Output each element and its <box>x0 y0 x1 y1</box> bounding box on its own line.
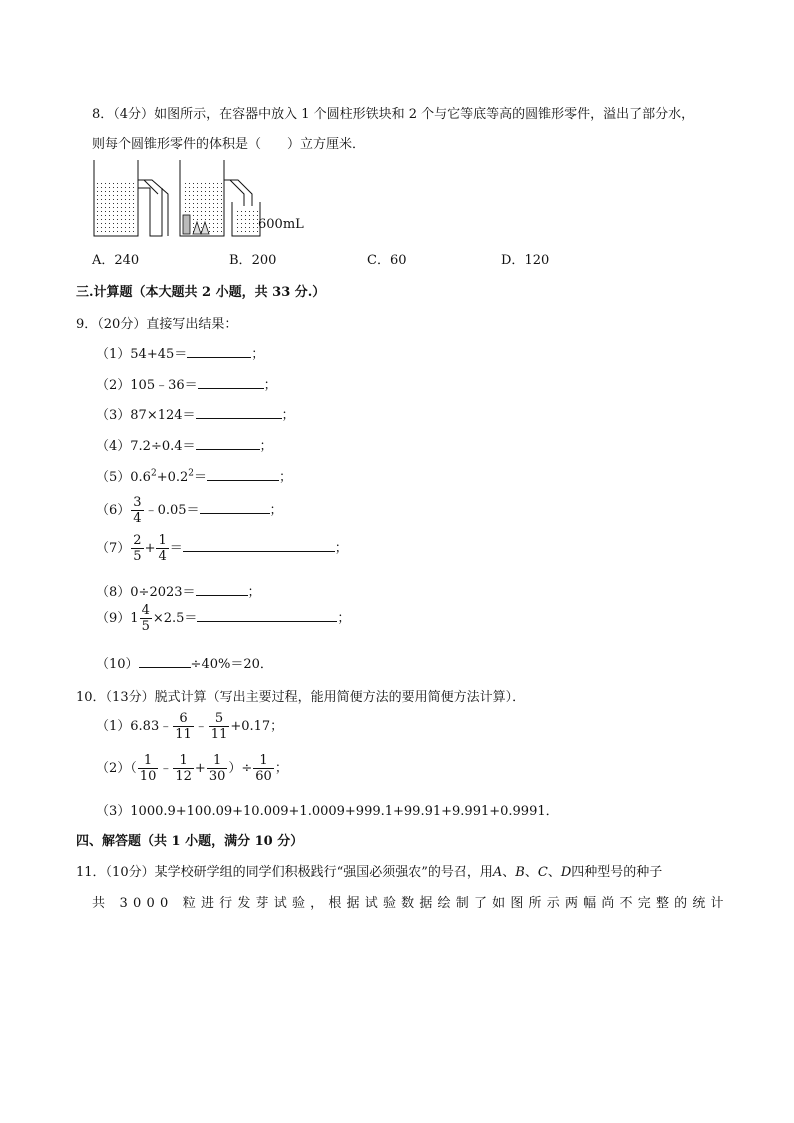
fraction: $\frac{3}{4}$ <box>133 495 142 526</box>
q11-line1: 11．（10分）某学校研学组的同学们积极践行“强国必须强农”的号召，用A、B、C、D四种型号的种子 <box>76 865 663 880</box>
cylinder-icon <box>183 215 190 234</box>
q8-option-c: C．60 <box>367 253 407 268</box>
fraction: $\frac{1}{12}$ <box>175 753 192 784</box>
q9-item-1: （1）54+45＝ ； <box>96 343 264 362</box>
q9-item-2: （2）105﹣36＝ ； <box>96 374 277 393</box>
q8-text-line1: 如图所示，在容器中放入 1 个圆柱形铁块和 2 个与它等底等高的圆锥形零件，溢出了部分水， <box>154 107 695 122</box>
fraction: $\frac{2}{5}$ <box>133 533 142 564</box>
q8-option-d: D．120 <box>501 253 550 268</box>
q9-item-8: （8）0÷2023＝ ； <box>96 581 261 600</box>
q8-option-a: A．240 <box>92 253 140 268</box>
water-dots-1 <box>96 182 136 234</box>
fraction: $\frac{1}{60}$ <box>255 753 272 784</box>
q9-stem: 9．（20分）直接写出结果： <box>76 317 238 332</box>
fraction: $\frac{4}{5}$ <box>141 603 150 634</box>
q10-stem: 10．（13分）脱式计算（写出主要过程，能用简便方法的要用简便方法计算）． <box>76 690 526 705</box>
section3-title: 三.计算题（本大题共 2 小题，共 33 分.） <box>76 285 326 300</box>
q8-number: 8． <box>92 107 114 122</box>
q8-option-b: B．200 <box>229 253 277 268</box>
q10-item-1: （1）6.83﹣ $\frac{6}{11}$ ﹣ $\frac{5}{11}$ +0.17； <box>96 711 284 742</box>
q9-item-5: $(5)0.6^2+0.2^2=$ ； <box>96 466 292 485</box>
q8-line1 <box>92 103 694 122</box>
fraction: $\frac{6}{11}$ <box>175 711 192 742</box>
q9-item-7: （7） $\frac{2}{5}$ + $\frac{1}{4}$ ＝ ； <box>96 533 348 564</box>
fraction: $\frac{5}{11}$ <box>210 711 228 742</box>
fraction: $\frac{1}{4}$ <box>158 533 167 564</box>
q9-item-9: （9）1 $\frac{4}{5}$ ×2.5＝ ； <box>96 603 351 634</box>
q8-figure-label: 600mL <box>258 217 304 232</box>
fraction: $\frac{1}{10}$ <box>139 753 157 784</box>
q10-item-2: （2）（ $\frac{1}{10}$ ﹣ $\frac{1}{12}$ + $\frac{1}{30}$ ）÷ $\frac{1}{60}$ ； <box>96 753 288 784</box>
q8-line2: 则每个圆锥形零件的体积是（ ）立方厘米． <box>92 137 366 152</box>
fraction: $\frac{1}{30}$ <box>208 753 226 784</box>
section4-title: 四、解答题（共 1 小题，满分 10 分） <box>76 834 304 849</box>
q9-item-6: （6） $\frac{3}{4}$ ﹣0.05＝ ； <box>96 495 283 526</box>
q10-item-3: （3）1000.9+100.09+10.009+1.0009+999.1+99.91+9.991+0.9991． <box>96 804 559 819</box>
q9-item-3: （3）87×124＝ ； <box>96 404 295 423</box>
q9-item-10: （10） ÷40%＝20． <box>96 653 273 672</box>
q8-points: （4分） <box>113 107 155 122</box>
q9-item-4: （4）7.2÷0.4＝ ； <box>96 435 273 454</box>
q11-line2: 共 3000 粒进行发芽试验，根据试验数据绘制了如图所示两幅尚不完整的统计 <box>92 896 729 911</box>
